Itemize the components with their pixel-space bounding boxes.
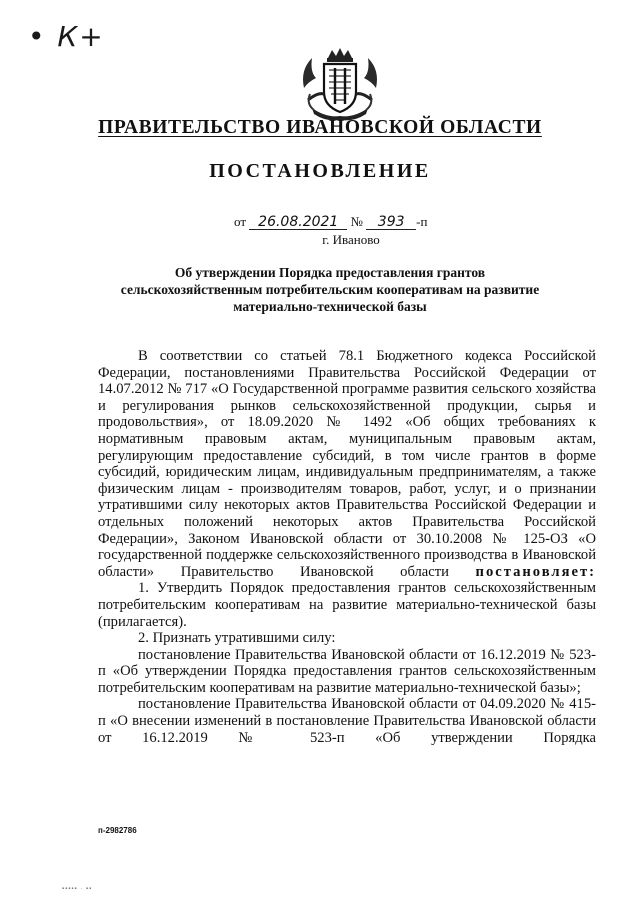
date-prefix: от <box>234 214 247 229</box>
document-code: п-2982786 <box>98 826 137 835</box>
number-suffix: -п <box>416 214 428 229</box>
document-body <box>98 348 596 746</box>
preamble-paragraph <box>98 348 596 580</box>
preamble-text: В соответствии со статьей 78.1 Бюджетного кодекса Российской Федерации, постановлениями Правительства Российской Федерации от 14.07.2012 № 717 «О Государственной программе развития сельского хозяйства и регулирования рынков сельскохозяйственной продукции, сырья и продовольствия», от 18.09.2020 № 1492 «Об общих требованиях к нормативным правовым актам, муниципальным правовым актам, регулирующим предоставление субсидий, в том числе грантов в форме субсидий, юридическим лицам, индивидуальным предпринимателям, а также физическим лицам - производителям товаров, работ, услуг, и о признании утратившими силу некоторых актов Правительства Российской Федерации и отдельных положений некоторых актов Правительства Российской Федерации», Законом Ивановской области от 30.10.2008 № 125-ОЗ «О государственной поддержке сельскохозяйственного производства в Ивановской области» <box>98 348 596 580</box>
scan-mark: ▪▪▪▪▪ · ▪▪ <box>62 886 93 892</box>
preamble-end: Правительство Ивановской области <box>180 563 449 580</box>
item-1: 1. Утвердить Порядок предоставления грантов сельскохозяйственным потребительским кооперативам на развитие материально-технической базы (прилагается). <box>98 580 596 630</box>
repealed-act-2: постановление Правительства Ивановской области от 04.09.2020 № 415-п «О внесении изменений в постановление Правительства Ивановской области от 16.12.2019 № 523-п «Об утверждении Порядка <box>98 696 596 746</box>
document-date: 26.08.2021 <box>249 215 347 230</box>
item-2: 2. Признать утратившими силу: <box>138 630 336 647</box>
repealed-act-1: постановление Правительства Ивановской области от 16.12.2019 № 523-п «Об утверждении Порядка предоставления грантов сельскохозяйственным потребительским кооперативам на развитие материально-технической базы»; <box>98 646 596 696</box>
city: г. Иваново <box>322 232 380 247</box>
number-prefix: № <box>350 214 363 229</box>
government-title: ПРАВИТЕЛЬСТВО ИВАНОВСКОЙ ОБЛАСТИ <box>98 117 542 138</box>
document-number: 393 <box>366 215 416 230</box>
coat-of-arms-icon <box>298 48 382 124</box>
resolves-word: постановляет: <box>475 563 596 580</box>
handwritten-note: • К+ <box>28 20 105 53</box>
date-number-line <box>234 214 427 230</box>
document-type: ПОСТАНОВЛЕНИЕ <box>209 160 431 182</box>
document-subject: Об утверждении Порядка предоставления грантов сельскохозяйственным потребительским кооперативам на развитие материально-технической базы <box>120 265 540 314</box>
